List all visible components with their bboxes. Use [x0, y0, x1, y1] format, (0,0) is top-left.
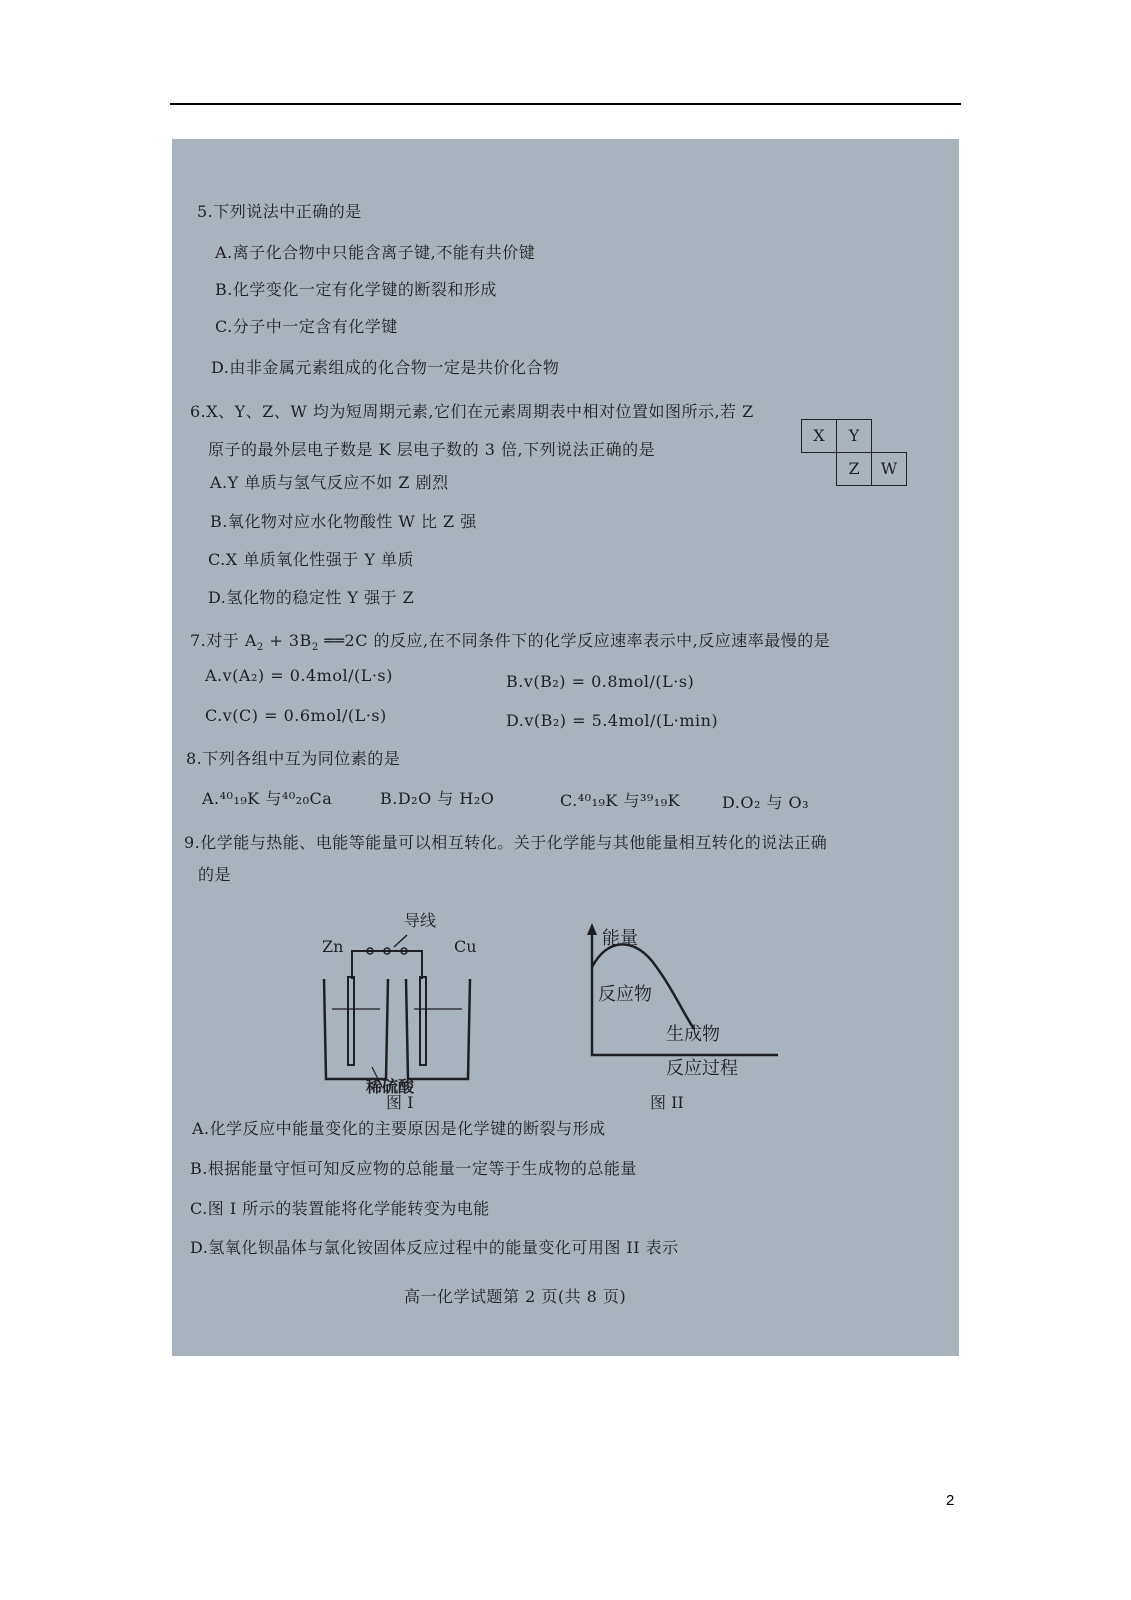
- q9-option-a: A.化学反应中能量变化的主要原因是化学键的断裂与形成: [192, 1119, 606, 1138]
- q8-stem: 8.下列各组中互为同位素的是: [186, 749, 401, 768]
- q6-option-c: C.X 单质氧化性强于 Y 单质: [208, 550, 414, 569]
- q6-stem-line1: 6.X、Y、Z、W 均为短周期元素,它们在元素周期表中相对位置如图所示,若 Z: [190, 402, 754, 421]
- q5-option-c: C.分子中一定含有化学键: [215, 317, 398, 336]
- q6-option-d: D.氢化物的稳定性 Y 强于 Z: [208, 588, 415, 607]
- q5-stem: 5.下列说法中正确的是: [197, 202, 362, 221]
- figure-1-galvanic-cell: [312, 909, 492, 1099]
- periodic-position-table: [801, 419, 921, 489]
- figure-1-caption: 图 I: [386, 1093, 414, 1112]
- figure-2-energy-diagram: [582, 909, 782, 1089]
- cell-y: Y: [836, 419, 872, 453]
- q9-option-c: C.图 I 所示的装置能将化学能转变为电能: [190, 1199, 490, 1218]
- q7-option-c: C.v(C) = 0.6mol/(L·s): [205, 706, 387, 725]
- reactant-label: 反应物: [598, 984, 652, 1005]
- reaction-process-label: 反应过程: [666, 1058, 738, 1079]
- cell-w: W: [871, 452, 907, 486]
- q8-option-a: A.⁴⁰₁₉K 与⁴⁰₂₀Ca: [202, 789, 333, 808]
- q9-option-b: B.根据能量守恒可知反应物的总能量一定等于生成物的总能量: [190, 1159, 637, 1178]
- cu-label: Cu: [454, 937, 477, 956]
- cell-z: Z: [836, 452, 872, 486]
- header-rule: [170, 103, 961, 105]
- q6-stem-line2: 原子的最外层电子数是 K 层电子数的 3 倍,下列说法正确的是: [208, 440, 656, 459]
- q7-option-d: D.v(B₂) = 5.4mol/(L·min): [506, 711, 719, 730]
- cell-x: X: [801, 419, 837, 453]
- q7-sub-a: 2: [256, 642, 264, 654]
- q8-option-b: B.D₂O 与 H₂O: [380, 789, 495, 808]
- zn-label: Zn: [322, 937, 344, 956]
- q5-option-a: A.离子化合物中只能含离子键,不能有共价键: [215, 243, 536, 262]
- q8-option-d: D.O₂ 与 O₃: [722, 793, 810, 812]
- q7-stem-mid1: + 3B: [263, 631, 312, 650]
- q7-option-a: A.v(A₂) = 0.4mol/(L·s): [205, 666, 393, 685]
- q7-option-b: B.v(B₂) = 0.8mol/(L·s): [506, 672, 695, 691]
- q9-option-d: D.氢氧化钡晶体与氯化铵固体反应过程中的能量变化可用图 II 表示: [190, 1238, 679, 1257]
- exam-footer: 高一化学试题第 2 页(共 8 页): [404, 1287, 627, 1306]
- q7-stem: [190, 631, 831, 654]
- q9-stem-line1: 9.化学能与热能、电能等能量可以相互转化。关于化学能与其他能量相互转化的说法正确: [184, 833, 828, 852]
- q9-stem-line2: 的是: [198, 865, 232, 884]
- q6-option-a: A.Y 单质与氢气反应不如 Z 剧烈: [210, 473, 449, 492]
- q7-stem-mid2: ══2C 的反应,在不同条件下的化学反应速率表示中,反应速率最慢的是: [318, 631, 831, 650]
- scanned-exam-page: [172, 139, 959, 1356]
- q7-sub-b: 2: [311, 642, 319, 654]
- figure-2-caption: 图 II: [650, 1093, 684, 1112]
- dilute-acid-label: 稀硫酸: [366, 1077, 415, 1096]
- q5-option-b: B.化学变化一定有化学键的断裂和形成: [215, 280, 497, 299]
- q7-stem-prefix: 7.对于 A: [190, 631, 257, 650]
- page-number: 2: [946, 1492, 955, 1509]
- wire-label: 导线: [404, 911, 437, 930]
- q5-option-d: D.由非金属元素组成的化合物一定是共价化合物: [211, 358, 560, 377]
- energy-axis-label: 能量: [602, 928, 638, 949]
- q8-option-c: C.⁴⁰₁₉K 与³⁹₁₉K: [560, 791, 681, 810]
- q6-option-b: B.氧化物对应水化物酸性 W 比 Z 强: [210, 512, 477, 531]
- product-label: 生成物: [666, 1024, 720, 1045]
